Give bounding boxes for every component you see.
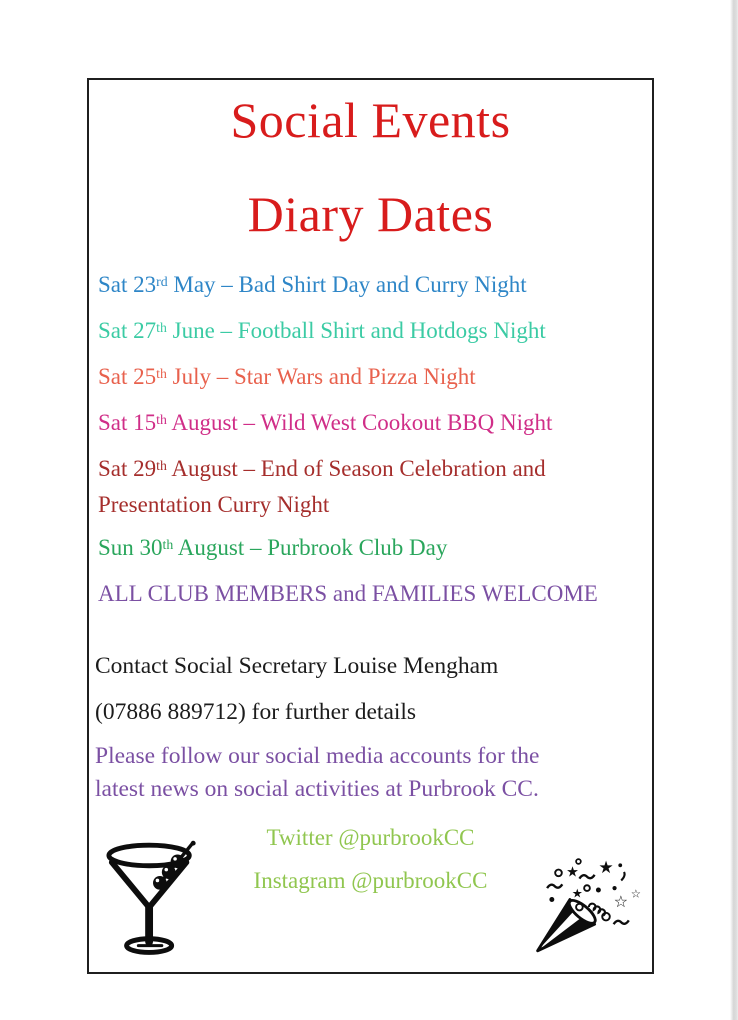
event-item-football-shirt (98, 314, 648, 350)
event-description-line2: Presentation Curry Night (98, 492, 330, 517)
svg-text:★: ★ (571, 886, 583, 901)
event-date-ordinal: rd (156, 273, 168, 289)
social-events-poster (87, 78, 654, 974)
event-description: August – End of Season Celebration and (166, 456, 546, 481)
event-list (98, 268, 648, 620)
event-date-ordinal: th (156, 457, 167, 473)
event-item-end-of-season (98, 452, 648, 521)
contact-phone-line: (07886 889712) for further details (95, 699, 417, 725)
event-date: Sun 30 (98, 535, 163, 560)
event-description: June – Football Shirt and Hotdogs Night (166, 318, 546, 343)
martini-glass-icon (105, 840, 203, 964)
event-date-ordinal: th (162, 536, 174, 552)
social-media-note-line2: latest news on social activities at Purbrook CC. (95, 776, 539, 802)
event-description: July – Star Wars and Pizza Night (166, 364, 476, 389)
event-date: Sat 23 (98, 272, 157, 297)
welcome-line: ALL CLUB MEMBERS and FAMILIES WELCOME (98, 581, 598, 606)
event-date: Sat 27 (98, 318, 157, 343)
party-popper-icon (527, 852, 647, 966)
event-description: May – Bad Shirt Day and Curry Night (167, 272, 527, 297)
event-item-star-wars (98, 360, 648, 396)
event-item-wild-west (98, 406, 648, 442)
contact-name-line: Contact Social Secretary Louise Mengham (95, 653, 499, 679)
event-date: Sat 29 (98, 456, 157, 481)
svg-text:☆: ☆ (630, 886, 641, 901)
event-item-club-day (98, 531, 648, 567)
poster-title-line2: Diary Dates (247, 186, 494, 242)
event-item-bad-shirt-day (98, 268, 648, 304)
event-description: August – Purbrook Club Day (173, 535, 448, 560)
event-description: August – Wild West Cookout BBQ Night (166, 410, 553, 435)
event-date-ordinal: th (156, 319, 167, 335)
page-edge-shadow (730, 0, 738, 1020)
twitter-handle: Twitter @purbrookCC (266, 825, 475, 850)
social-media-note-line1: Please follow our social media accounts for the (95, 743, 540, 769)
event-date: Sat 15 (98, 410, 157, 435)
social-media-note (95, 740, 648, 806)
svg-text:☆: ☆ (613, 892, 629, 912)
svg-text:★: ★ (566, 864, 579, 881)
poster-title-line1: Social Events (230, 92, 511, 148)
svg-text:★: ★ (598, 857, 614, 878)
contact-block (95, 650, 648, 806)
event-date-ordinal: th (156, 411, 167, 427)
instagram-handle: Instagram @purbrookCC (253, 868, 488, 893)
event-date: Sat 25 (98, 364, 157, 389)
event-date-ordinal: th (156, 365, 167, 381)
